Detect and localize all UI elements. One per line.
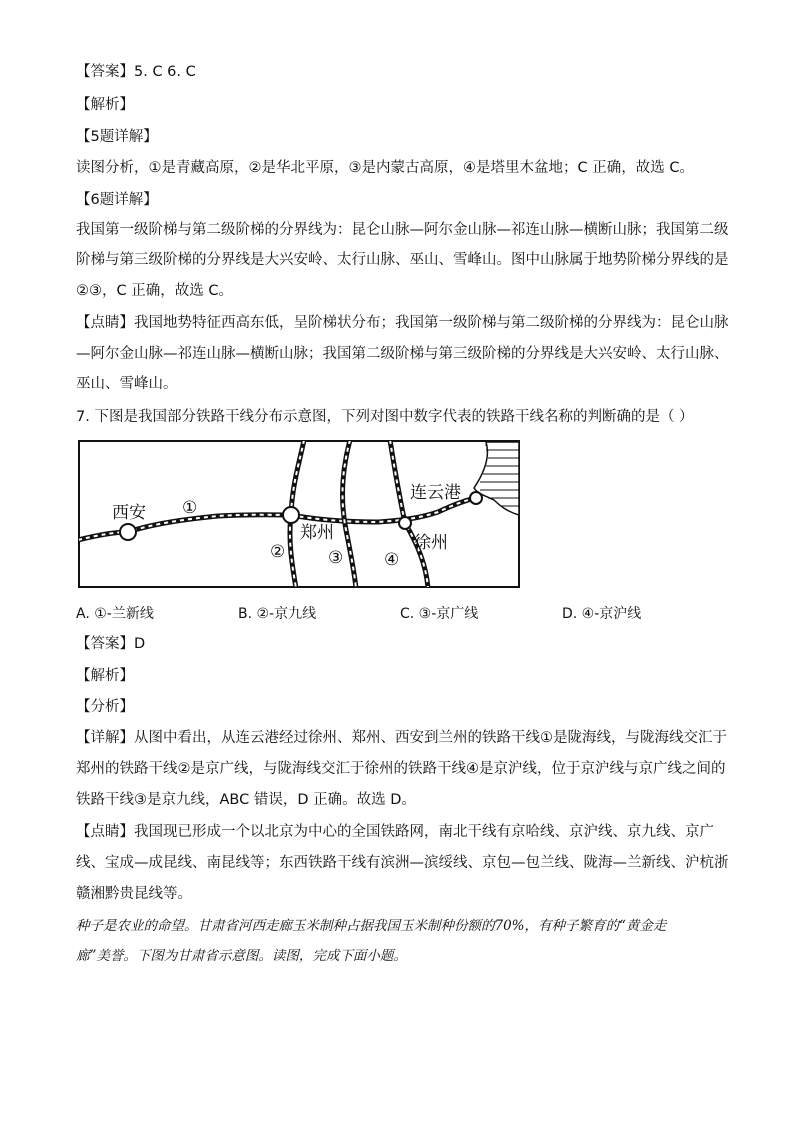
station-xuzhou (399, 517, 411, 529)
option-d: D. ④-京沪线 (562, 606, 642, 622)
option-a: A. ①-兰新线 (76, 606, 154, 622)
passage-line-2: 廊”美誉。下图为甘肃省示意图。读图，完成下面小题。 (76, 948, 407, 964)
detail-line-3: 铁路干线③是京九线，ABC 错误，D 正确。故选 D。 (76, 792, 416, 808)
analysis-label: 【解析】 (76, 97, 134, 113)
label-num-4: ④ (384, 550, 400, 570)
railway-map (78, 440, 520, 590)
label-xian: 西安 (112, 503, 146, 523)
label-num-3: ③ (328, 548, 344, 568)
station-xian (120, 524, 136, 540)
label-num-2: ② (270, 542, 286, 562)
tip1-line-2: —阿尔金山脉—祁连山脉—横断山脉；我国第二级阶梯与第三级阶梯的分界线是大兴安岭、太行山脉、 (76, 346, 729, 362)
q6-line-1: 我国第一级阶梯与第二级阶梯的分界线为：昆仑山脉—阿尔金山脉—祁连山脉—横断山脉；我国第二级 (76, 222, 729, 238)
tip2-line-1: 【点睛】我国现已形成一个以北京为中心的全国铁路网，南北干线有京哈线、京沪线、京九线、京广 (76, 824, 714, 840)
label-zhengzhou: 郑州 (300, 523, 334, 543)
detail-line-2: 郑州的铁路干线②是京广线，与陇海线交汇于徐州的铁路干线④是京沪线，位于京沪线与京广线之间的 (76, 761, 726, 777)
q7-stem: 7. 下图是我国部分铁路干线分布示意图，下列对图中数字代表的铁路干线名称的判断确的是（ ） (76, 409, 694, 425)
answer-7: 【答案】D (76, 636, 146, 652)
option-c: C. ③-京广线 (400, 606, 479, 622)
tip1-line-3: 巫山、雪峰山。 (76, 376, 178, 392)
station-lianyungang (470, 492, 482, 504)
q5-text: 读图分析，①是青藏高原，②是华北平原，③是内蒙古高原，④是塔里木盆地；C 正确，故选 C。 (76, 160, 694, 176)
station-zhengzhou (283, 507, 299, 523)
label-num-1: ① (182, 498, 198, 518)
answer-5-6: 【答案】5. C 6. C (76, 64, 196, 80)
tip1-line-1: 【点睛】我国地势特征西高东低，呈阶梯状分布；我国第一级阶梯与第二级阶梯的分界线为：昆仑山脉 (76, 315, 729, 331)
label-lianyungang: 连云港 (410, 483, 461, 503)
fenxi-label: 【分析】 (76, 699, 134, 715)
label-xuzhou: 徐州 (414, 533, 448, 553)
q6-line-2: 阶梯与第三级阶梯的分界线是大兴安岭、太行山脉、巫山、雪峰山。图中山脉属于地势阶梯分界线的是 (76, 252, 729, 268)
q5-header: 【5题详解】 (76, 129, 158, 145)
tip2-line-3: 赣湘黔贵昆线等。 (76, 886, 192, 902)
tip2-line-2: 线、宝成—成昆线、南昆线等；东西铁路干线有滨洲—滨绥线、京包—包兰线、陇海—兰新线、沪杭浙 (76, 855, 729, 871)
passage-line-1: 种子是农业的命望。甘肃省河西走廊玉米制种占据我国玉米制种份额的70%，有种子繁育的“黄金走 (76, 918, 667, 934)
detail-line-1: 【详解】从图中看出，从连云港经过徐州、郑州、西安到兰州的铁路干线①是陇海线，与陇海线交汇于 (76, 730, 727, 746)
option-b: B. ②-京九线 (238, 606, 317, 622)
analysis-label-2: 【解析】 (76, 668, 134, 684)
q6-line-3: ②③，C 正确，故选 C。 (76, 283, 233, 299)
q6-header: 【6题详解】 (76, 192, 158, 208)
